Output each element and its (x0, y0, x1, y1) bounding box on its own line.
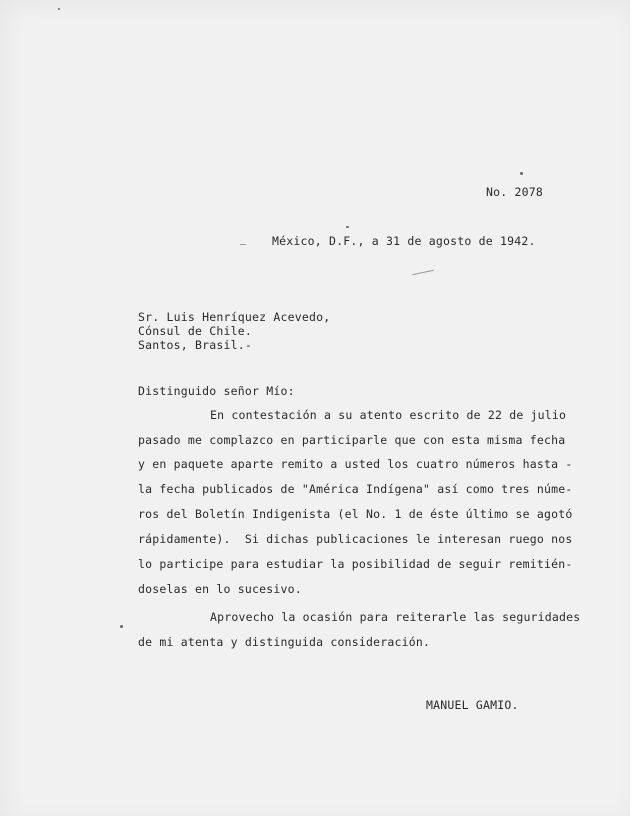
paper-speck (346, 226, 349, 228)
paper-speck (58, 8, 60, 10)
body-line: pasado me complazco en participarle que con esta misma fecha (138, 433, 566, 447)
body-line: doselas en lo sucesivo. (138, 582, 302, 596)
body-line: rápidamente). Si dichas publicaciones le interesan ruego nos (138, 532, 573, 546)
body-line: En contestación a su atento escrito de 22 de julio (210, 408, 567, 422)
body-line: y en paquete aparte remito a usted los cuatro números hasta - (138, 457, 573, 471)
scan-margin-bottom (0, 816, 640, 828)
salutation: Distinguido señor Mío: (138, 384, 295, 398)
recipient-title: Cónsul de Chile. (138, 324, 252, 338)
closing-line: Aprovecho la ocasión para reiterarle las seguridades (210, 610, 581, 624)
closing-line: de mi atenta y distinguida consideración. (138, 635, 431, 649)
signature: MANUEL GAMIO. (426, 698, 519, 712)
body-line: lo participe para estudiar la posibilidad de seguir remitién- (138, 557, 573, 571)
date-line: México, D.F., a 31 de agosto de 1942. (272, 234, 536, 248)
paper-speck (240, 244, 246, 245)
recipient-name: Sr. Luis Henríquez Acevedo, (138, 310, 331, 324)
scan-margin-right (630, 0, 640, 828)
reference-number: No. 2078 (486, 185, 543, 199)
paper-mark (412, 270, 434, 276)
paper-speck (520, 172, 523, 175)
paper-speck (120, 625, 123, 628)
body-line: ros del Boletín Indigenista (el No. 1 de éste último se agotó (138, 507, 573, 521)
body-line: la fecha publicados de "América Indígena" así como tres núme- (138, 482, 573, 496)
recipient-location: Santos, Brasil.- (138, 338, 252, 352)
